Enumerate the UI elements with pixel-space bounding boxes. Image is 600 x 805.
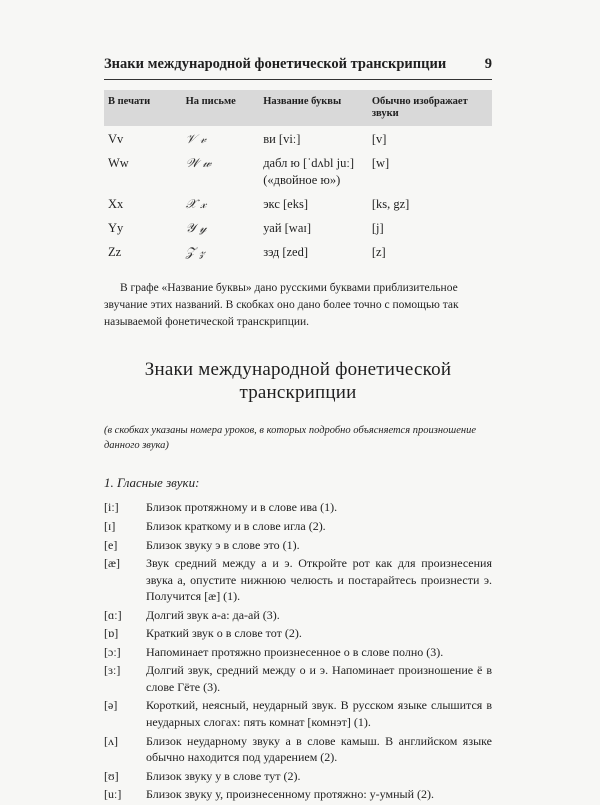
handwriting-cell: 𝒳 𝓍	[185, 195, 207, 211]
handwriting-cell: 𝒴 𝓎	[185, 220, 207, 236]
ipa-symbol: [ɜː]	[104, 663, 121, 678]
vowel-entry	[104, 607, 492, 624]
intro-note: (в скобках указаны номера уроков, в которых подробно объясняется произношение данного звука)	[104, 424, 476, 452]
ipa-symbol: [ʌ]	[104, 733, 118, 748]
ipa-symbol: [ɔː]	[104, 644, 121, 659]
alphabet-table	[104, 90, 492, 264]
vowel-entry	[104, 697, 492, 730]
ipa-symbol: [ʊ]	[104, 768, 119, 783]
table-row	[104, 215, 492, 239]
print-cell: Zz	[108, 245, 122, 260]
vowel-entry	[104, 662, 492, 695]
handwriting-cell: 𝒵 𝓏	[185, 244, 205, 260]
page-number: 9	[484, 56, 492, 72]
vowel-description: Короткий, неясный, неударный звук. В русском языке слышится в неударных слогах: пять комнат [комнэт] (1).	[146, 698, 492, 729]
ipa-symbol: [ɑː]	[104, 607, 122, 622]
vowel-description: Долгий звук а-а: да-ай (3).	[146, 607, 280, 622]
vowel-description: Звук средний между а и э. Откройте рот как для произнесения звука а, опустите нижнюю челюсть и постарайтесь произнести э. Получится [æ] (1).	[146, 556, 492, 604]
print-cell: Vv	[108, 132, 124, 147]
vowel-entry	[104, 733, 492, 766]
sounds-cell: [ks, gz]	[371, 196, 410, 211]
table-row	[104, 126, 492, 150]
vowels-heading: 1. Гласные звуки:	[104, 475, 200, 491]
column-header-print: В печати	[104, 90, 182, 126]
vowel-description: Близок протяжному и в слове ива (1).	[146, 500, 338, 515]
vowel-description: Близок звуку у в слове тут (2).	[146, 768, 301, 783]
vowel-description: Долгий звук, средний между о и э. Напоминает произношение ё в слове Гёте (3).	[146, 663, 492, 694]
print-cell: Xx	[108, 196, 124, 211]
vowel-description: Близок звуку э в слове это (1).	[146, 537, 300, 552]
table-header-row	[104, 90, 492, 126]
vowel-description: Краткий звук о в слове тот (2).	[146, 626, 302, 641]
letter-name-cell: ви [viː]	[263, 132, 301, 147]
vowel-entry	[104, 499, 492, 516]
column-header-sounds: Обычно изображает звуки	[368, 90, 492, 126]
vowel-entry	[104, 537, 492, 554]
vowel-list	[104, 499, 492, 802]
column-header-letter-name: Название буквы	[259, 90, 368, 126]
vowel-entry	[104, 644, 492, 661]
section-title: Знаки международной фонетической транскрипции	[144, 359, 452, 404]
sounds-cell: [j]	[371, 221, 384, 236]
ipa-symbol: [uː]	[104, 787, 122, 802]
ipa-symbol: [ɒ]	[104, 626, 119, 641]
vowel-entry	[104, 518, 492, 535]
vowel-entry	[104, 786, 492, 803]
letter-name-cell: дабл ю [ˈdʌbl juː] («двойное ю»)	[263, 156, 355, 187]
note-paragraph: В графе «Название буквы» дано русскими буквами приблизительное звучание этих названий. В скобках оно дано более точно с помощью так называемой фонетической транскрипции.	[104, 281, 459, 329]
print-cell: Yy	[108, 221, 124, 236]
vowel-entry	[104, 768, 492, 785]
print-cell: Ww	[108, 156, 129, 171]
vowel-description: Близок звуку у, произнесенному протяжно: у-умный (2).	[146, 787, 434, 802]
ipa-symbol: [e]	[104, 537, 118, 552]
table-row	[104, 239, 492, 263]
sounds-cell: [v]	[371, 132, 387, 147]
vowel-description: Напоминает протяжно произнесенное о в слове полно (3).	[146, 644, 444, 659]
sounds-cell: [w]	[371, 156, 390, 171]
sounds-cell: [z]	[371, 245, 386, 260]
vowel-description: Близок краткому и в слове игла (2).	[146, 518, 326, 533]
ipa-symbol: [æ]	[104, 556, 120, 571]
handwriting-cell: 𝒱 𝓋	[185, 131, 207, 147]
vowel-entry	[104, 555, 492, 605]
page	[104, 56, 492, 805]
column-header-handwriting: На письме	[182, 90, 260, 126]
ipa-symbol: [ɪ]	[104, 518, 116, 533]
vowel-description: Близок неударному звуку а в слове камыш. В английском языке обычно находится под ударением (2).	[146, 733, 492, 765]
running-header	[104, 56, 492, 80]
table-row	[104, 191, 492, 215]
letter-name-cell: зэд [zed]	[263, 245, 308, 260]
ipa-symbol: [iː]	[104, 500, 119, 515]
handwriting-cell: 𝒲 𝓌	[185, 155, 212, 171]
vowel-entry	[104, 625, 492, 642]
letter-name-cell: уай [waɪ]	[263, 221, 312, 236]
table-row	[104, 150, 492, 191]
letter-name-cell: экс [eks]	[263, 196, 308, 211]
header-title: Знаки международной фонетической транскрипции	[104, 56, 447, 72]
ipa-symbol: [ə]	[104, 698, 118, 713]
